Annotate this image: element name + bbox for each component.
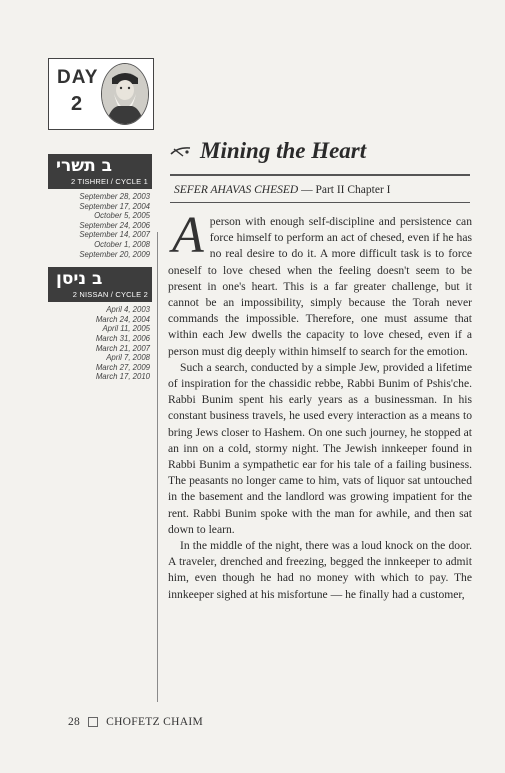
cycle1-dates bbox=[48, 192, 152, 259]
page-number: 28 bbox=[68, 716, 81, 728]
pickaxe-icon bbox=[170, 145, 192, 157]
day-box bbox=[48, 58, 154, 130]
date-line: March 31, 2006 bbox=[95, 333, 150, 343]
date-line: April 7, 2008 bbox=[106, 353, 150, 363]
left-column bbox=[48, 58, 156, 382]
date-line: March 21, 2007 bbox=[95, 343, 150, 353]
book-title: CHOFETZ CHAIM bbox=[106, 716, 203, 728]
chapter-title: Mining the Heart bbox=[200, 138, 367, 163]
page-footer bbox=[68, 716, 203, 728]
paragraph: person with enough self-discipline and persistence can force himself to perform an act of chesed, even if he has no real desire to do it. A more difficult task is to force oneself to love chesed when the feeling doesn't seem to be present in one's heart. This is a far greater challenge, but it cannot be an impossibility, simply because the Torah never commands the impossible. Therefore, one must assume that within each Jew dwells the capacity to love chesed, even if a person must dig deeply within himself to search for the emotion. bbox=[168, 215, 472, 358]
date-line: September 14, 2007 bbox=[79, 230, 150, 240]
source-section: — Part II Chapter I bbox=[298, 184, 391, 196]
subtitle-rule bbox=[170, 202, 470, 203]
title-rule-top bbox=[170, 174, 470, 176]
date-line: September 24, 2006 bbox=[79, 220, 150, 230]
column-divider bbox=[157, 232, 158, 702]
cycle2-header bbox=[48, 267, 152, 302]
date-line: April 11, 2005 bbox=[102, 324, 150, 334]
title-row bbox=[170, 138, 470, 164]
date-line: March 17, 2010 bbox=[95, 372, 150, 382]
paragraph: Such a search, conducted by a simple Jew, provided a lifetime of inspiration for the chassidic rebbe, Rabbi Bunim of Pshis'che. Rabbi Bunim spent his early years as a businessman. In his constant business travels, he used every interaction as a means to bring Jews closer to Hashem. On one such journey, he stopped at an inn on a cold, stormy night. The Jewish innkeeper found in Rabbi Bunim a sympathetic ear for his tale of a failing business. The peasants no longer came to him, vats of liquor sat untouched in the basement and the landlord was growing impatient for the rent. Rabbi Bunim spoke with the man for awhile, and then sat down to learn. bbox=[168, 360, 472, 536]
body-text bbox=[168, 207, 472, 603]
cycle2-dates bbox=[48, 305, 152, 382]
paragraph: In the middle of the night, there was a loud knock on the door. A traveler, drenched and freezing, begged the innkeeper to admit him, even though he had no money with which to pay. The innkeeper sighed at his misfortune — he finally had a customer, bbox=[168, 539, 472, 601]
date-line: September 20, 2009 bbox=[79, 249, 150, 259]
date-line: April 4, 2003 bbox=[106, 305, 150, 315]
cycle1-hebrew: ב תשרי bbox=[56, 156, 113, 176]
date-line: September 17, 2004 bbox=[79, 201, 150, 211]
date-line: October 5, 2005 bbox=[94, 211, 150, 221]
chapter-subtitle bbox=[170, 184, 474, 196]
cycle1-header bbox=[48, 154, 152, 189]
date-line: October 1, 2008 bbox=[94, 239, 150, 249]
date-line: September 28, 2003 bbox=[79, 192, 150, 201]
portrait-image bbox=[101, 63, 149, 125]
footer-box-icon bbox=[88, 717, 98, 727]
date-line: March 27, 2009 bbox=[95, 362, 150, 372]
drop-cap: A bbox=[172, 207, 204, 264]
source-book: SEFER AHAVAS CHESED bbox=[174, 184, 299, 196]
cycle2-hebrew: ב ניסן bbox=[56, 269, 103, 290]
date-line: March 24, 2004 bbox=[95, 314, 150, 324]
rabbi-portrait-icon bbox=[102, 64, 148, 124]
cycle2-label: 2 NISSAN / CYCLE 2 bbox=[72, 290, 148, 300]
day-number: 2 bbox=[71, 93, 83, 115]
day-label: DAY bbox=[57, 67, 99, 88]
cycle1-label: 2 TISHREI / CYCLE 1 bbox=[70, 177, 148, 186]
